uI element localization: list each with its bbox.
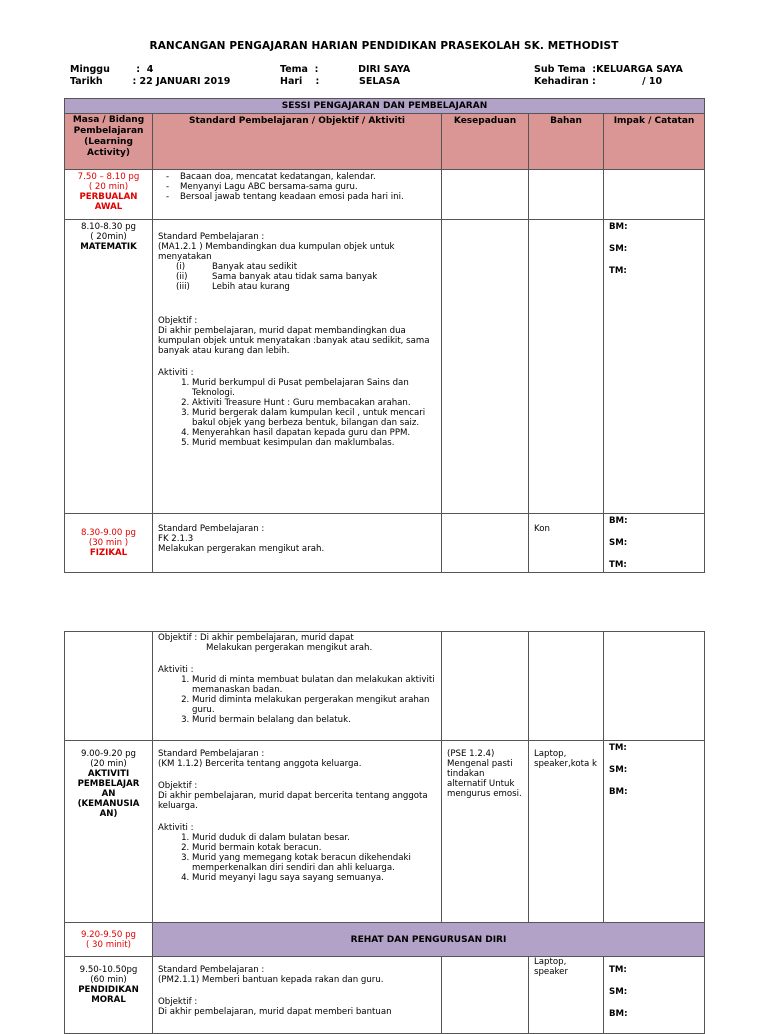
bahan-text: Kon <box>534 524 550 534</box>
table-row <box>65 514 705 573</box>
time-range: 9.00-9.20 pg <box>80 749 136 759</box>
meta-hari: Hari : SELASA <box>280 76 400 87</box>
list-item: 3. Murid bergerak dalam kumpulan kecil , untuk mencari bakul objek yang berbeza bentuk, bilangan dan saiz. <box>192 408 436 428</box>
list-item: - Bacaan doa, mencatat kedatangan, kalendar. <box>180 172 436 182</box>
impak-tm: TM: <box>609 560 627 570</box>
bahan-cell <box>529 741 604 923</box>
standard-label: Standard Pembelajaran : <box>158 749 265 759</box>
list-item: - Menyanyi Lagu ABC bersama-sama guru. <box>180 182 436 192</box>
kesepaduan-cell <box>442 220 529 514</box>
standard-text: Melakukan pergerakan mengikut arah. <box>158 544 325 554</box>
objective-text: Di akhir pembelajaran, murid dapat membandingkan dua kumpulan objek untuk menyatakan :banyak atau sedikit, sama banyak atau kurang dan lebih. <box>158 326 430 356</box>
standard-label: Standard Pembelajaran : <box>158 232 265 242</box>
learning-area: AKTIVITI PEMBELAJAR AN (KEMANUSIA AN) <box>77 769 140 819</box>
lesson-plan-table-1 <box>64 98 705 573</box>
bahan-text: Laptop, speaker <box>534 957 568 977</box>
objective-text: Di akhir pembelajaran, murid dapat bercerita tentang anggota keluarga. <box>158 791 428 811</box>
lesson-plan-table-2 <box>64 631 705 1034</box>
table-row <box>65 632 705 741</box>
list-item: 3. Murid bermain belalang dan belatuk. <box>192 715 436 725</box>
header-masa: Masa / Bidang Pembelajaran (Learning Activity) <box>65 114 153 170</box>
time-cell <box>65 632 153 741</box>
content-cell <box>153 957 442 1034</box>
kesepaduan-cell <box>442 741 529 923</box>
list-item: 1. Murid duduk di dalam bulatan besar. <box>192 833 436 843</box>
session-header-row <box>65 99 705 114</box>
list-item: 4. Menyerahkan hasil dapatan kepada guru dan PPM. <box>192 428 436 438</box>
header-kesepaduan: Kesepaduan <box>442 114 529 170</box>
table-row <box>65 220 705 514</box>
impak-sm: SM: <box>609 538 628 548</box>
objective-label: Objektif : <box>158 316 198 326</box>
impak-cell <box>604 220 705 514</box>
duration: (20 min) <box>90 759 127 769</box>
bahan-cell <box>529 514 604 573</box>
meta-subtema: Sub Tema :KELUARGA SAYA <box>534 64 683 75</box>
activity-label: Aktiviti : <box>158 665 194 675</box>
list-item <box>176 282 436 292</box>
bahan-text: Laptop, speaker,kota k <box>534 749 597 769</box>
column-header-row <box>65 114 705 170</box>
activity-label: Aktiviti : <box>158 368 194 378</box>
standard-text: (PM2.1.1) Memberi bantuan kepada rakan dan guru. <box>158 975 384 985</box>
impak-bm: BM: <box>609 787 628 797</box>
session-title: SESSI PENGAJARAN DAN PEMBELAJARAN <box>65 99 705 114</box>
objective-text: Objektif : Di akhir pembelajaran, murid dapat <box>158 633 354 643</box>
content-cell <box>153 170 442 220</box>
kesepaduan-cell <box>442 170 529 220</box>
time-cell <box>65 220 153 514</box>
time-cell <box>65 741 153 923</box>
table-row <box>65 923 705 957</box>
content-cell <box>153 220 442 514</box>
roman-text: Lebih atau kurang <box>212 282 290 292</box>
time-cell <box>65 170 153 220</box>
duration: ( 20min) <box>90 232 127 242</box>
time-range: 9.50-10.50pg <box>79 965 138 975</box>
meta-kehadiran: Kehadiran : / 10 <box>534 76 663 87</box>
header-impak: Impak / Catatan <box>604 114 705 170</box>
impak-cell <box>604 741 705 923</box>
content-cell <box>153 632 442 741</box>
duration: ( 20 min) <box>88 182 129 192</box>
roman-numeral: (iii) <box>176 282 190 292</box>
objective-text: Di akhir pembelajaran, murid dapat memberi bantuan <box>158 1007 392 1017</box>
list-item: 2. Aktiviti Treasure Hunt : Guru membacakan arahan. <box>192 398 436 408</box>
impak-tm: TM: <box>609 743 627 753</box>
learning-area: PENDIDIKAN MORAL <box>78 985 139 1005</box>
roman-text: Banyak atau sedikit <box>212 262 298 272</box>
document-title: RANCANGAN PENGAJARAN HARIAN PENDIDIKAN PRASEKOLAH SK. METHODIST <box>149 40 619 52</box>
meta-tarikh: Tarikh : 22 JANUARI 2019 <box>70 76 231 87</box>
time-range: 8.10-8.30 pg <box>80 222 136 232</box>
impak-bm: BM: <box>609 516 628 526</box>
time-range: 9.20-9.50 pg <box>80 929 136 940</box>
objective-label: Objektif : <box>158 997 198 1007</box>
activity-label: Aktiviti : <box>158 823 194 833</box>
standard-label: Standard Pembelajaran : <box>158 965 265 975</box>
list-item: 2. Murid bermain kotak beracun. <box>192 843 436 853</box>
roman-numeral: (i) <box>176 262 186 272</box>
break-banner: REHAT DAN PENGURUSAN DIRI <box>153 923 705 957</box>
bahan-cell <box>529 957 604 1034</box>
time-range: 7.50 – 8.10 pg <box>77 172 140 182</box>
impak-cell <box>604 957 705 1034</box>
header-bahan: Bahan <box>529 114 604 170</box>
objective-label: Objektif : <box>158 781 198 791</box>
impak-tm: TM: <box>609 965 627 975</box>
list-item: 5. Murid membuat kesimpulan dan maklumbalas. <box>192 438 436 448</box>
learning-area: PERBUALAN AWAL <box>79 192 138 212</box>
learning-area: MATEMATIK <box>80 242 137 252</box>
standard-code: FK 2.1.3 <box>158 534 194 544</box>
bahan-cell <box>529 220 604 514</box>
list-item: 3. Murid yang memegang kotak beracun dikehendaki memperkenalkan diri sendiri dan ahli keluarga. <box>192 853 436 873</box>
time-range: 8.30-9.00 pg <box>80 528 136 538</box>
duration: ( 30 minit) <box>85 939 132 950</box>
standard-text: (KM 1.1.2) Bercerita tentang anggota keluarga. <box>158 759 362 769</box>
objective-text: Melakukan pergerakan mengikut arah. <box>206 643 373 653</box>
duration: (30 min ) <box>88 538 129 548</box>
impak-cell <box>604 514 705 573</box>
list-item: - Bersoal jawab tentang keadaan emosi pada hari ini. <box>180 192 436 202</box>
impak-bm: BM: <box>609 222 628 232</box>
impak-cell <box>604 170 705 220</box>
table-row <box>65 741 705 923</box>
roman-text: Sama banyak atau tidak sama banyak <box>212 272 378 282</box>
list-item: 2. Murid diminta melakukan pergerakan mengikut arahan guru. <box>192 695 436 715</box>
learning-area: FIZIKAL <box>89 548 128 558</box>
time-cell <box>65 957 153 1034</box>
impak-sm: SM: <box>609 987 628 997</box>
impak-sm: SM: <box>609 765 628 775</box>
duration: (60 min) <box>90 975 127 985</box>
impak-cell <box>604 632 705 741</box>
impak-tm: TM: <box>609 266 627 276</box>
header-standard: Standard Pembelajaran / Objektif / Aktiviti <box>153 114 442 170</box>
list-item <box>176 262 436 272</box>
content-cell <box>153 741 442 923</box>
bahan-cell <box>529 632 604 741</box>
list-item: 4. Murid meyanyi lagu saya sayang semuanya. <box>192 873 436 883</box>
time-cell <box>65 923 153 957</box>
standard-text: (MA1.2.1 ) Membandingkan dua kumpulan objek untuk menyatakan <box>158 242 395 262</box>
table-row <box>65 170 705 220</box>
kesepaduan-cell <box>442 514 529 573</box>
content-cell <box>153 514 442 573</box>
table-row <box>65 957 705 1034</box>
impak-sm: SM: <box>609 244 628 254</box>
list-item: 1. Murid berkumpul di Pusat pembelajaran Sains dan Teknologi. <box>192 378 436 398</box>
impak-bm: BM: <box>609 1009 628 1019</box>
meta-tema: Tema : DIRI SAYA <box>280 64 411 75</box>
list-item: 1. Murid di minta membuat bulatan dan melakukan aktiviti memanaskan badan. <box>192 675 436 695</box>
bahan-cell <box>529 170 604 220</box>
list-item <box>176 272 436 282</box>
time-cell <box>65 514 153 573</box>
standard-label: Standard Pembelajaran : <box>158 524 265 534</box>
kesepaduan-cell <box>442 957 529 1034</box>
meta-minggu: Minggu : 4 <box>70 64 154 75</box>
kesepaduan-text: (PSE 1.2.4) Mengenal pasti tindakan alternatif Untuk mengurus emosi. <box>447 749 522 799</box>
kesepaduan-cell <box>442 632 529 741</box>
roman-numeral: (ii) <box>176 272 188 282</box>
